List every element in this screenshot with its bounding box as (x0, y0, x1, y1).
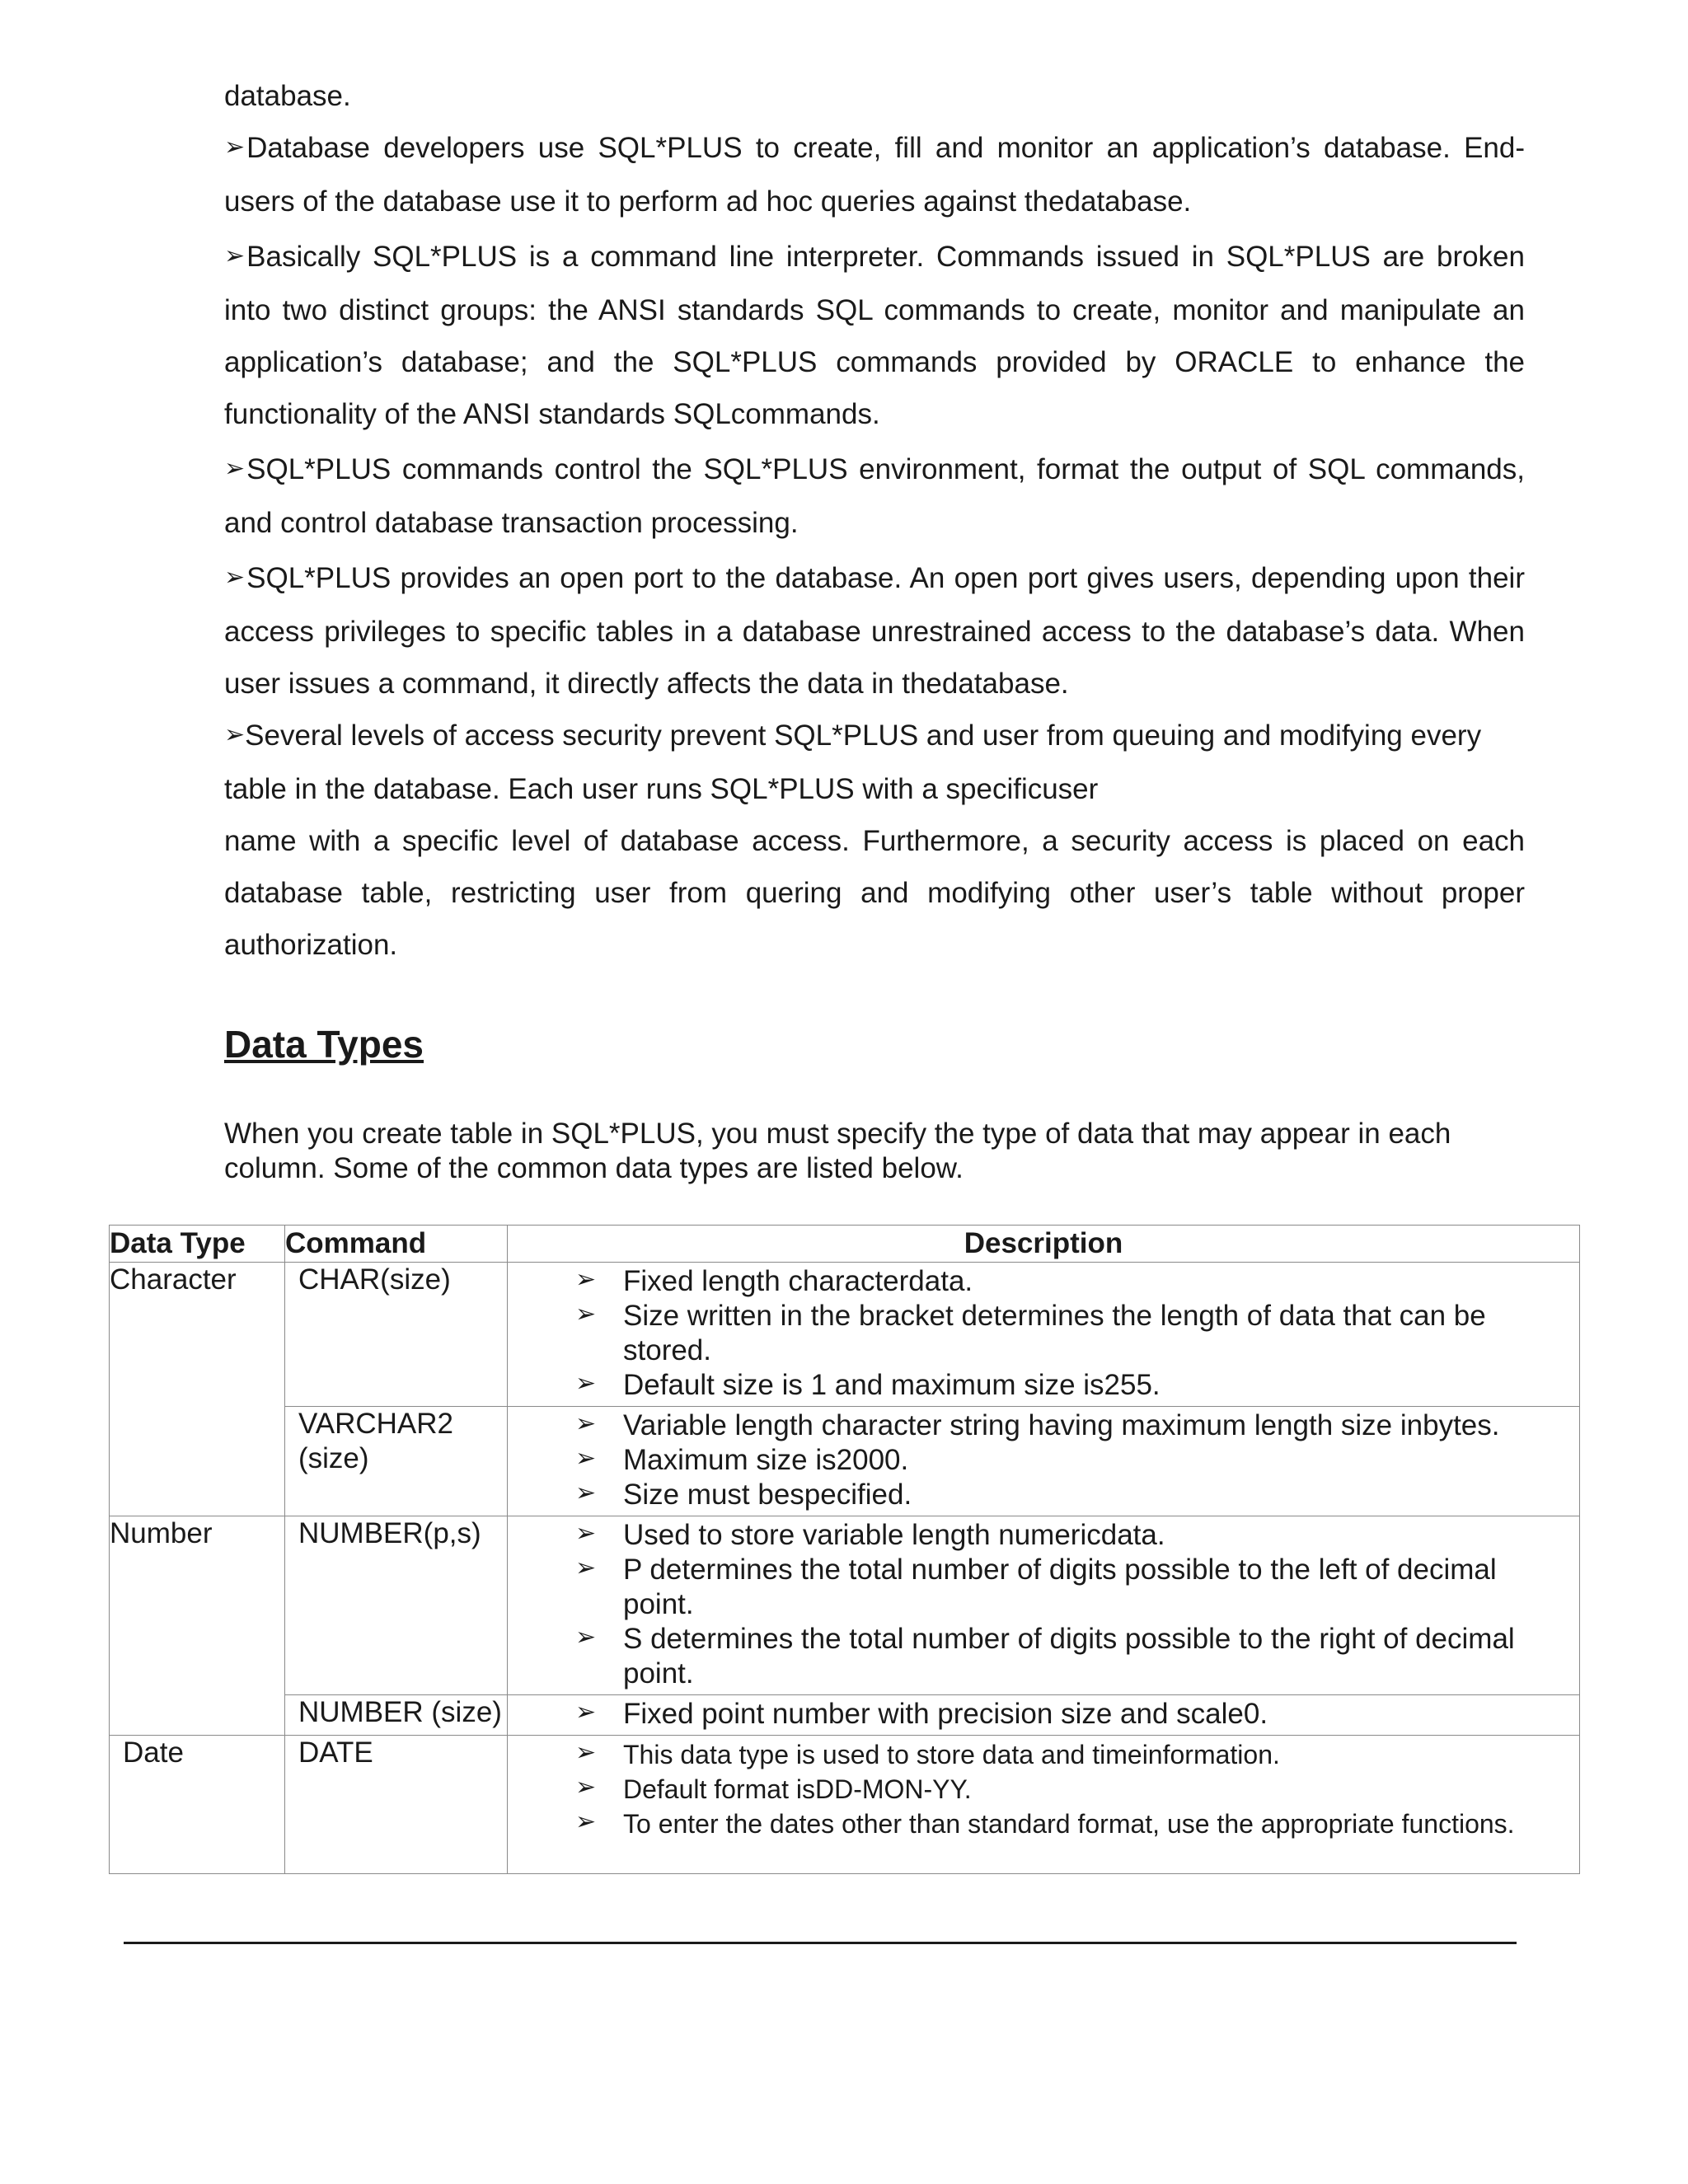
description-cell (508, 1263, 1580, 1407)
description-item: ➢ Default size is 1 and maximum size is255. (508, 1368, 1579, 1403)
header-data-type: Data Type (110, 1226, 285, 1263)
command-cell: CHAR(size) (285, 1263, 508, 1407)
command-cell: NUMBER (size) (285, 1695, 508, 1736)
arrow-bullet-icon: ➢ (575, 1808, 597, 1835)
arrow-bullet-icon: ➢ (575, 1479, 597, 1507)
intro-text: When you create table in SQL*PLUS, you must specify the type of data that may appear in each column. Some of the common data types are listed below. (224, 1118, 1451, 1184)
paragraph-5: ➢Several levels of access security prevent SQL*PLUS and user from queuing and modifying every table in the database. Each user runs SQL*PLUS with a specificuser (224, 719, 1482, 805)
paragraph-3: ➢SQL*PLUS commands control the SQL*PLUS environment, format the output of SQL commands, and control database transaction processing. (224, 453, 1525, 539)
data-types-table (109, 1225, 1580, 1874)
arrow-bullet-icon: ➢ (575, 1554, 597, 1582)
paragraph-5-continuation: name with a specific level of database access. Furthermore, a security access is placed on each database table, restricting user from quering and modifying other user’s table without proper authorization. (224, 825, 1525, 961)
paragraph-2: ➢Basically SQL*PLUS is a command line interpreter. Commands issued in SQL*PLUS are broken into two distinct groups: the ANSI standards SQL commands to create, monitor and manipulate an application’s database; and the SQL*PLUS commands provided by ORACLE to enhance the functionality of the ANSI standards SQLcommands. (224, 241, 1525, 430)
arrow-bullet-icon: ➢ (224, 721, 246, 748)
description-item: ➢ This data type is used to store data and timeinformation. (508, 1737, 1579, 1772)
description-cell (508, 1736, 1580, 1874)
table-row (110, 1736, 1580, 1874)
data-type-cell: Number (110, 1516, 285, 1736)
arrow-bullet-icon: ➢ (575, 1624, 597, 1651)
lead-line: database. (224, 80, 351, 112)
arrow-bullet-icon: ➢ (224, 242, 246, 269)
arrow-bullet-icon: ➢ (575, 1266, 597, 1293)
description-cell (508, 1407, 1580, 1516)
section-heading: Data Types (224, 1023, 424, 1066)
arrow-bullet-icon: ➢ (575, 1445, 597, 1472)
description-item: ➢ Size must bespecified. (508, 1478, 1579, 1512)
data-type-cell: Character (110, 1263, 285, 1516)
table-row (110, 1695, 1580, 1736)
paragraph-1: ➢Database developers use SQL*PLUS to create, fill and monitor an application’s database. End- users of the database use it to perform ad hoc queries against thedatabase. (224, 132, 1525, 218)
arrow-bullet-icon: ➢ (575, 1699, 597, 1726)
header-command: Command (285, 1226, 508, 1263)
description-cell (508, 1695, 1580, 1736)
description-item: ➢ S determines the total number of digits possible to the right of decimal point. (508, 1622, 1579, 1691)
description-cell (508, 1516, 1580, 1695)
command-cell: DATE (285, 1736, 508, 1874)
arrow-bullet-icon: ➢ (575, 1410, 597, 1437)
paragraph-4: ➢SQL*PLUS provides an open port to the database. An open port gives users, depending upon their access privileges to specific tables in a database unrestrained access to the database’s data. When user issues a command, it directly affects the data in thedatabase. (224, 562, 1525, 700)
description-item: ➢ Fixed length characterdata. (508, 1264, 1579, 1299)
arrow-bullet-icon: ➢ (575, 1520, 597, 1547)
description-item: ➢ Size written in the bracket determines the length of data that can be stored. (508, 1299, 1579, 1368)
arrow-bullet-icon: ➢ (224, 564, 246, 591)
command-cell: VARCHAR2 (size) (285, 1407, 508, 1516)
data-type-cell: Date (110, 1736, 285, 1874)
footer-rule (124, 1942, 1517, 1944)
arrow-bullet-icon: ➢ (224, 134, 246, 161)
body-text (224, 70, 1525, 971)
arrow-bullet-icon: ➢ (575, 1774, 597, 1801)
arrow-bullet-icon: ➢ (575, 1301, 597, 1328)
description-item: ➢ P determines the total number of digits possible to the left of decimal point. (508, 1553, 1579, 1622)
arrow-bullet-icon: ➢ (575, 1370, 597, 1397)
description-item: ➢ Maximum size is2000. (508, 1443, 1579, 1478)
table-row (110, 1516, 1580, 1695)
description-item: ➢ Used to store variable length numericdata. (508, 1518, 1579, 1553)
description-item: ➢ Variable length character string having maximum length size inbytes. (508, 1408, 1579, 1443)
table-row (110, 1407, 1580, 1516)
header-description: Description (508, 1226, 1580, 1263)
description-item: ➢ Default format isDD-MON-YY. (508, 1772, 1579, 1807)
command-cell: NUMBER(p,s) (285, 1516, 508, 1695)
table-row (110, 1263, 1580, 1407)
arrow-bullet-icon: ➢ (224, 455, 246, 482)
table-header-row (110, 1226, 1580, 1263)
arrow-bullet-icon: ➢ (575, 1739, 597, 1766)
description-item: ➢ To enter the dates other than standard format, use the appropriate functions. (508, 1807, 1579, 1841)
description-item: ➢ Fixed point number with precision size and scale0. (508, 1697, 1579, 1732)
